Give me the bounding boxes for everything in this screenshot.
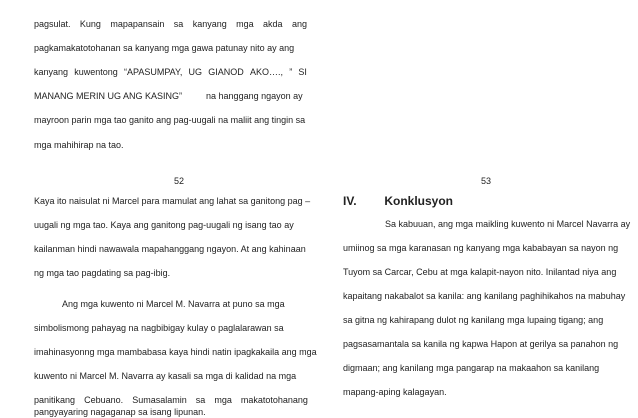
word: ” [289,67,293,77]
word: akda [263,19,283,29]
line-text: digmaan; ang kanilang mga pangarap na makaahon sa kanilang [343,363,600,373]
text-line [343,243,618,253]
section-heading [343,194,453,208]
text-line [34,347,317,357]
line-text: Kaya ito naisulat ni Marcel para mamulat ang lahat sa ganitong pag – [34,196,311,206]
text-line [34,19,307,29]
word: kanyang [192,19,227,29]
line-text: na hanggang ngayon ay [206,91,303,101]
text-line [34,140,124,150]
section-title: Konklusyon [384,194,454,208]
line-text: ng mga tao pagdating sa pag-ibig. [34,268,171,278]
text-line [385,219,630,229]
text-line [34,268,170,278]
word: kuwentong [74,67,118,77]
text-line [34,244,306,254]
line-text: Tuyom sa Carcar, Cebu at mga kalapit-nayon nito. Inilantad niya ang [343,267,617,277]
line-text: pagsasamantala sa kanila ng kapwa Hapon at gerilya sa panahon ng [343,339,619,349]
line-text: pangyayaring nagaganap sa isang lipunan. [34,407,206,417]
text-line [34,395,308,405]
line-text: umiinog sa mga karanasan ng kanyang mga kababayan sa nayon ng [343,243,619,253]
line-text: mapang-aping kalagayan. [343,387,447,397]
word: GIANOD [208,67,244,77]
word: sa [195,395,206,405]
word: mga [236,19,254,29]
word: kanyang [34,67,69,77]
word: ang [291,19,307,29]
word: SI [298,67,307,77]
text-line [343,363,599,373]
word: Cebuano. [84,395,124,405]
text-line [343,339,618,349]
line-text: mga mahihirap na tao. [34,140,124,150]
line-text: imahinasyonng mga mambabasa kaya hindi natin ipagkakaila ang mga [34,347,317,357]
line-text: kuwento ni Marcel M. Navarra ay kasali sa mga di kalidad na mga [34,371,297,381]
text-line [34,371,296,381]
line-text: kailanman hindi nawawala mapahanggang ngayon. At ang kahinaan [34,244,306,254]
text-line [34,196,310,206]
text-line [34,91,303,101]
line-text: kapaitang nakabalot sa kanila: ang kanilang paghihikahos na mabuhay [343,291,626,301]
text-line [34,323,284,333]
text-line [34,220,294,230]
page-number: 52 [174,176,185,186]
text-line [343,267,616,277]
word: sa [173,19,184,29]
text-line [343,387,447,397]
text-line [34,67,307,77]
word: mapapansain [110,19,165,29]
word: pagsulat. [34,19,71,29]
page-number: 53 [481,176,492,186]
word: panitikang [34,395,76,405]
text-line [34,115,305,125]
text-line [343,291,625,301]
word: makatotohanang [240,395,308,405]
line-text: pagkamakatotohanan sa kanyang mga gawa patunay nito ay ang [34,43,295,53]
line-text: uugali ng mga tao. Kaya ang ganitong pag-uugali ng isang tao ay [34,220,294,230]
text-line [34,43,294,53]
line-text: simbolismong pahayag na nagbibigay kulay o paglalarawan sa [34,323,284,333]
word: “APASUMPAY, [123,67,183,77]
text-line [62,299,285,309]
text-line [34,407,206,417]
line-text: Ang mga kuwento ni Marcel M. Navarra at puno sa mga [62,299,285,309]
line-text: MANANG MERIN UG ANG KASING” [34,91,183,101]
line-text: sa gitna ng kahirapang dulot ng kanilang mga lupaing tigang; ang [343,315,604,325]
text-line [343,315,603,325]
word: Sumasalamin [132,395,187,405]
word: Kung [79,19,101,29]
line-text: Sa kabuuan, ang mga maikling kuwento ni Marcel Navarra ay [385,219,631,229]
word: mga [214,395,232,405]
word: UG [188,67,203,77]
section-number: IV. [343,194,357,208]
line-text: mayroon parin mga tao ganito ang pag-uugali na maliit ang tingin sa [34,115,306,125]
word: AKO…., [249,67,283,77]
